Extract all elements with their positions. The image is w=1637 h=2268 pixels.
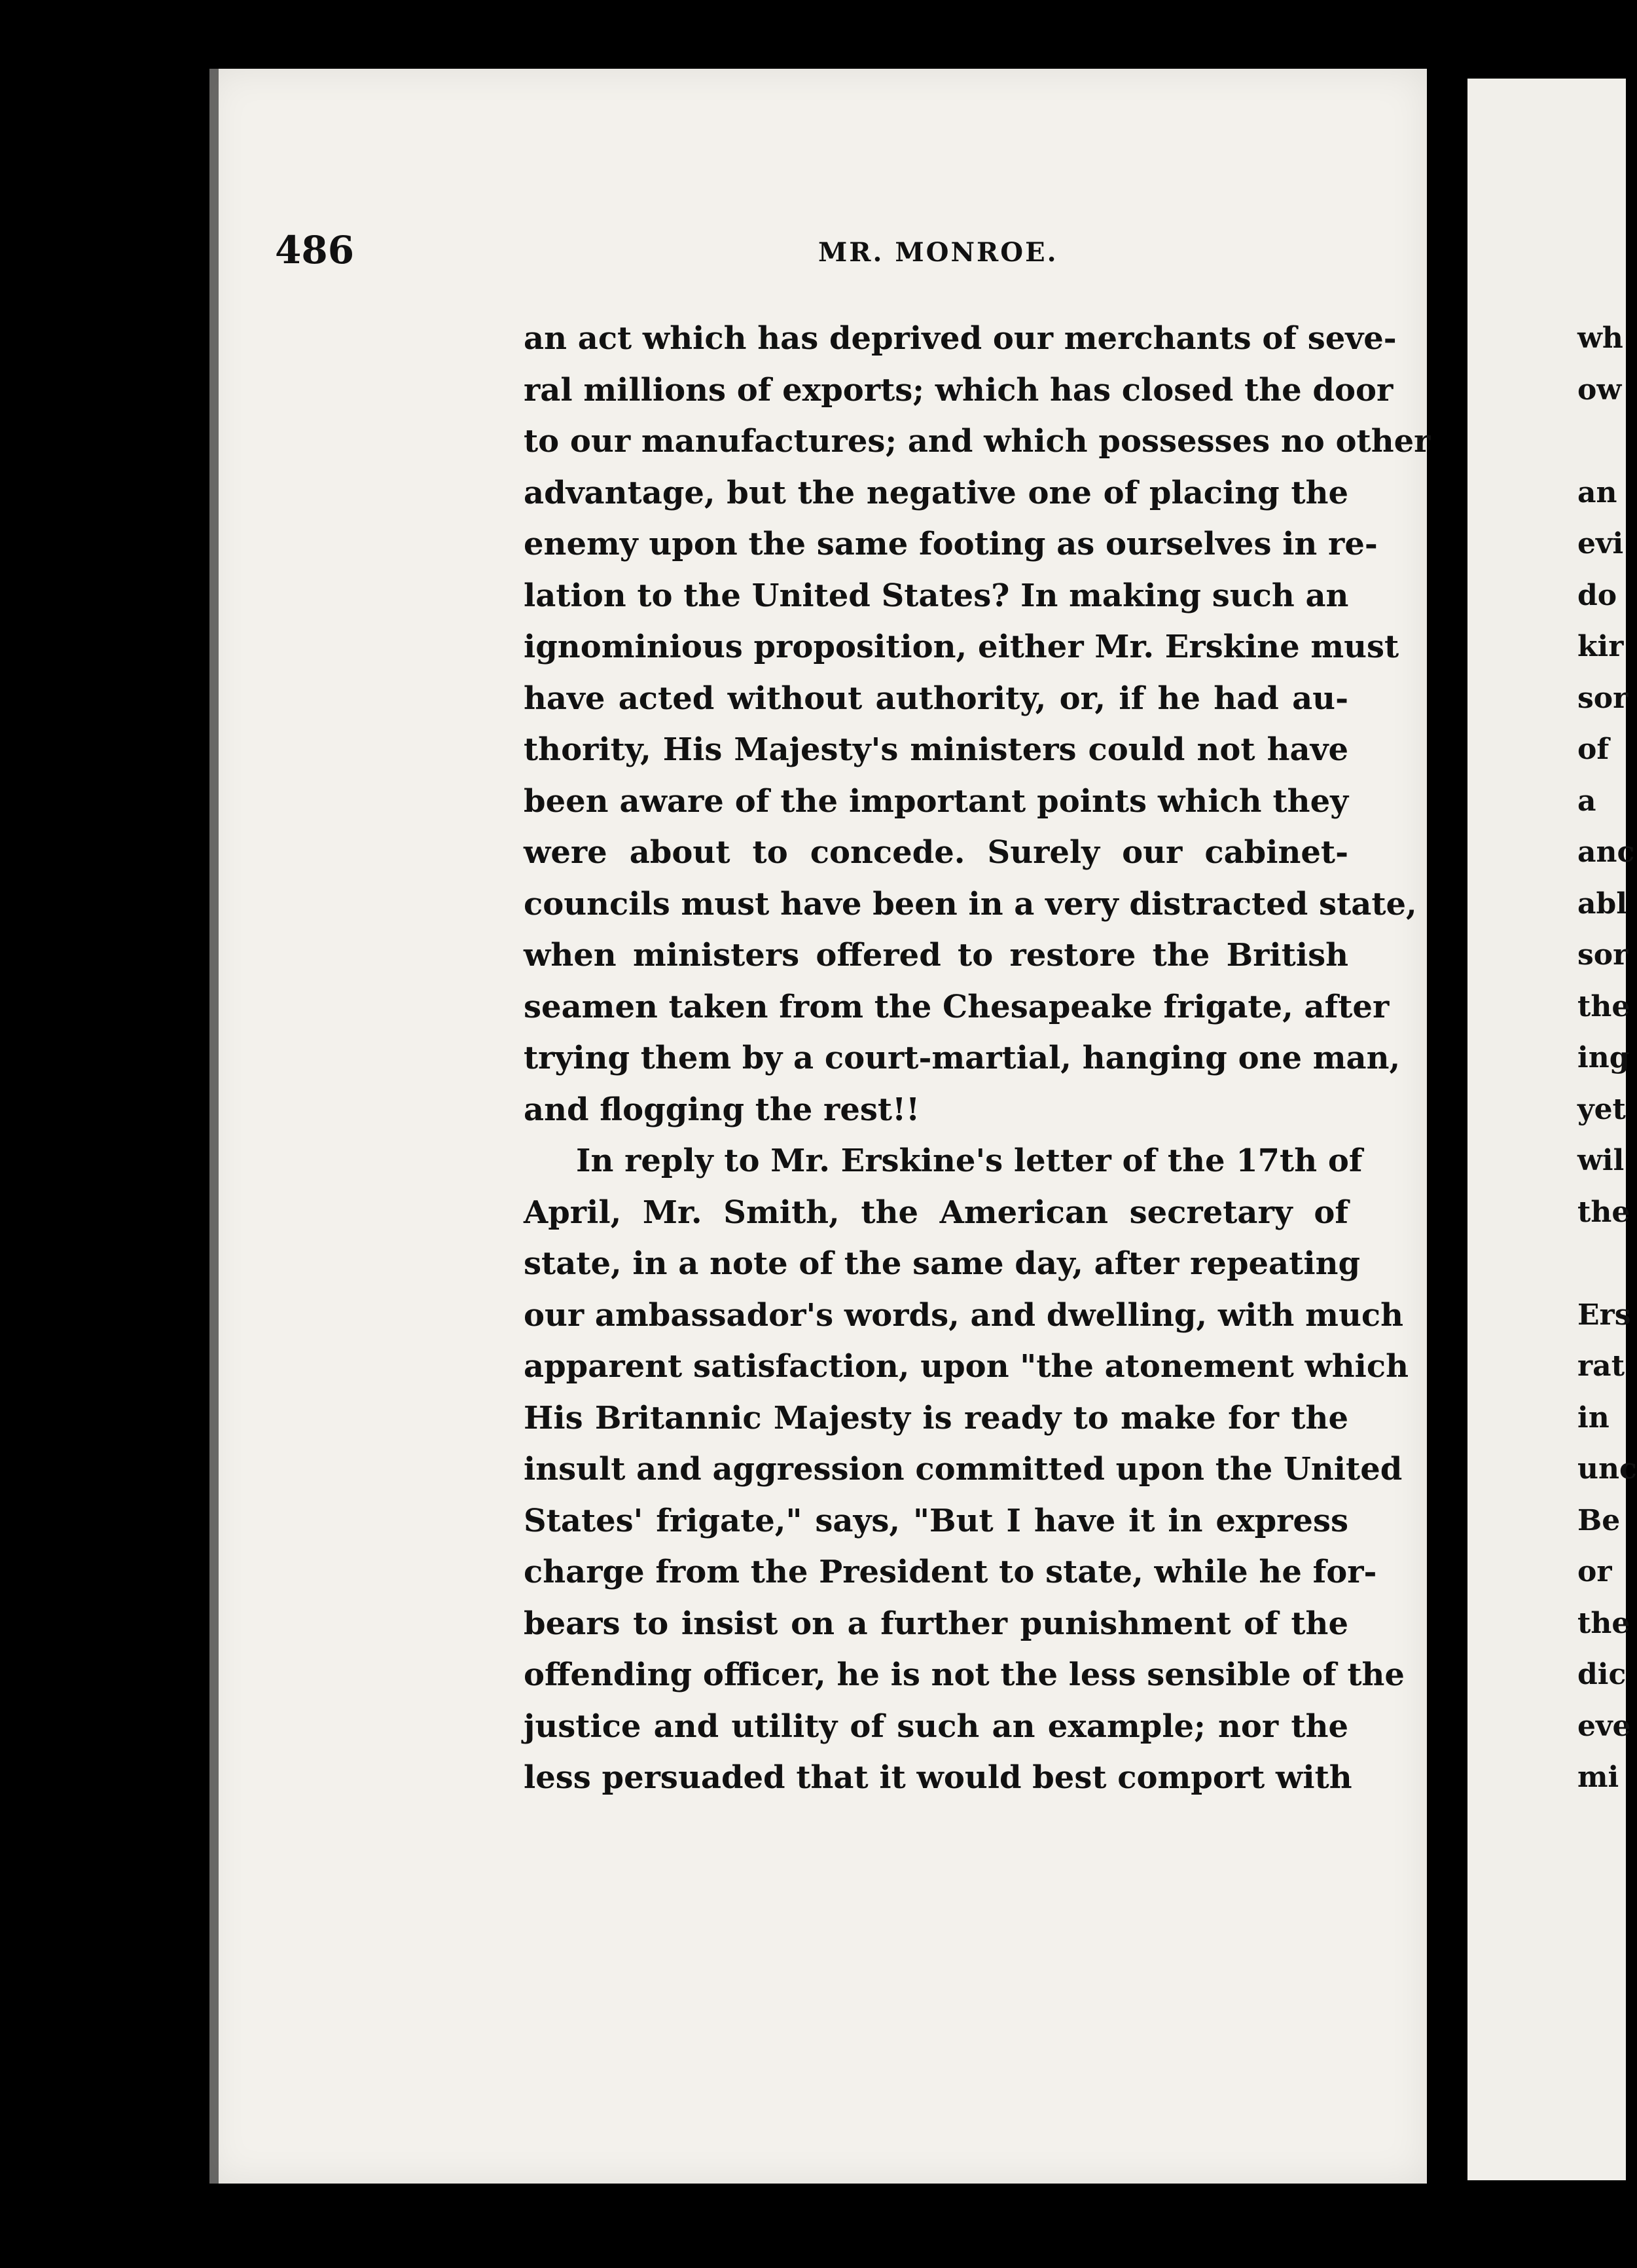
fragment-line: the	[1577, 989, 1630, 1023]
text-line: charge from the President to state, while he for-	[524, 1554, 1377, 1590]
fragment-line: kir	[1577, 630, 1624, 663]
text-line: have acted without authority, or, if he had au-	[524, 680, 1348, 717]
fragment-line: do	[1577, 578, 1617, 612]
fragment-line: a	[1577, 784, 1596, 818]
fragment-line: anc	[1577, 835, 1635, 869]
text-line: enemy upon the same footing as ourselves in re-	[524, 526, 1378, 562]
text-line: been aware of the important points which they	[524, 782, 1348, 820]
running-head: MR. MONROE.	[818, 237, 1058, 268]
fragment-line: in	[1577, 1400, 1610, 1435]
fragment-line: dic	[1577, 1658, 1627, 1691]
text-line: and flogging the rest!!	[524, 1091, 920, 1128]
fragment-line: sor	[1577, 681, 1628, 715]
fragment-line: rat	[1577, 1349, 1625, 1383]
text-line: lation to the United States? In making such an	[524, 577, 1349, 614]
text-line: our ambassador's words, and dwelling, with much	[524, 1296, 1403, 1334]
text-line: thority, His Majesty's ministers could not have	[524, 731, 1348, 768]
text-line: ignominious proposition, either Mr. Erskine must	[524, 629, 1399, 665]
fragment-line: Ers	[1577, 1298, 1631, 1332]
fragment-line: ow	[1577, 373, 1622, 407]
fragment-line: abl	[1577, 887, 1627, 921]
fragment-line: wh	[1577, 321, 1623, 355]
text-line: In reply to Mr. Erskine's letter of the 17th of	[576, 1143, 1363, 1179]
text-line: His Britannic Majesty is ready to make for the	[524, 1399, 1348, 1436]
text-line: to our manufactures; and which possesses no other	[524, 423, 1431, 460]
text-line: April, Mr. Smith, the American secretary of	[524, 1194, 1348, 1231]
text-line: when ministers offered to restore the British	[524, 937, 1348, 974]
fragment-line: evi	[1577, 527, 1624, 560]
fragment-line	[1577, 416, 1626, 467]
text-line: less persuaded that it would best comport with	[524, 1759, 1352, 1796]
text-line: seamen taken from the Chesapeake frigate, after	[524, 988, 1390, 1025]
page-edge-shadow	[209, 69, 219, 2184]
text-line: offending officer, he is not the less sensible of the	[524, 1656, 1405, 1693]
fragment-line: the	[1577, 1195, 1630, 1229]
text-line: bears to insist on a further punishment of the	[524, 1605, 1348, 1642]
fragment-line: wil	[1577, 1144, 1625, 1177]
text-line: ral millions of exports; which has closed the door	[524, 371, 1394, 409]
text-line: apparent satisfaction, upon "the atonement which	[524, 1348, 1409, 1385]
fragment-line: the	[1577, 1606, 1630, 1640]
text-line: justice and utility of such an example; nor the	[524, 1708, 1348, 1745]
fragment-line: ing	[1577, 1041, 1630, 1074]
page-header	[275, 228, 1355, 280]
text-line: an act which has deprived our merchants of seve-	[524, 320, 1397, 357]
fragment-line: sor	[1577, 938, 1628, 972]
body-text	[524, 313, 1431, 1804]
text-line: state, in a note of the same day, after repeating	[524, 1245, 1361, 1282]
fragment-line: eve	[1577, 1709, 1631, 1743]
fragment-line	[1577, 1238, 1626, 1290]
fragment-line: of	[1577, 733, 1610, 766]
text-line: States' frigate," says, "But I have it in express	[524, 1502, 1348, 1539]
text-line: trying them by a court-martial, hanging one man,	[524, 1040, 1401, 1076]
fragment-line: or	[1577, 1555, 1612, 1588]
page-number: 486	[275, 228, 355, 272]
text-line: councils must have been in a very distracted state,	[524, 885, 1417, 923]
fragment-line: Be	[1577, 1503, 1621, 1537]
text-line: insult and aggression committed upon the United	[524, 1451, 1403, 1488]
text-line: were about to concede. Surely our cabinet-	[524, 834, 1348, 871]
fragment-line: yet	[1577, 1092, 1626, 1126]
right-page-text	[1577, 313, 1637, 1804]
fragment-line: mi	[1577, 1761, 1619, 1794]
fragment-line: an	[1577, 475, 1617, 509]
fragment-line: unc	[1577, 1452, 1637, 1486]
text-line: advantage, but the negative one of placing the	[524, 474, 1348, 511]
